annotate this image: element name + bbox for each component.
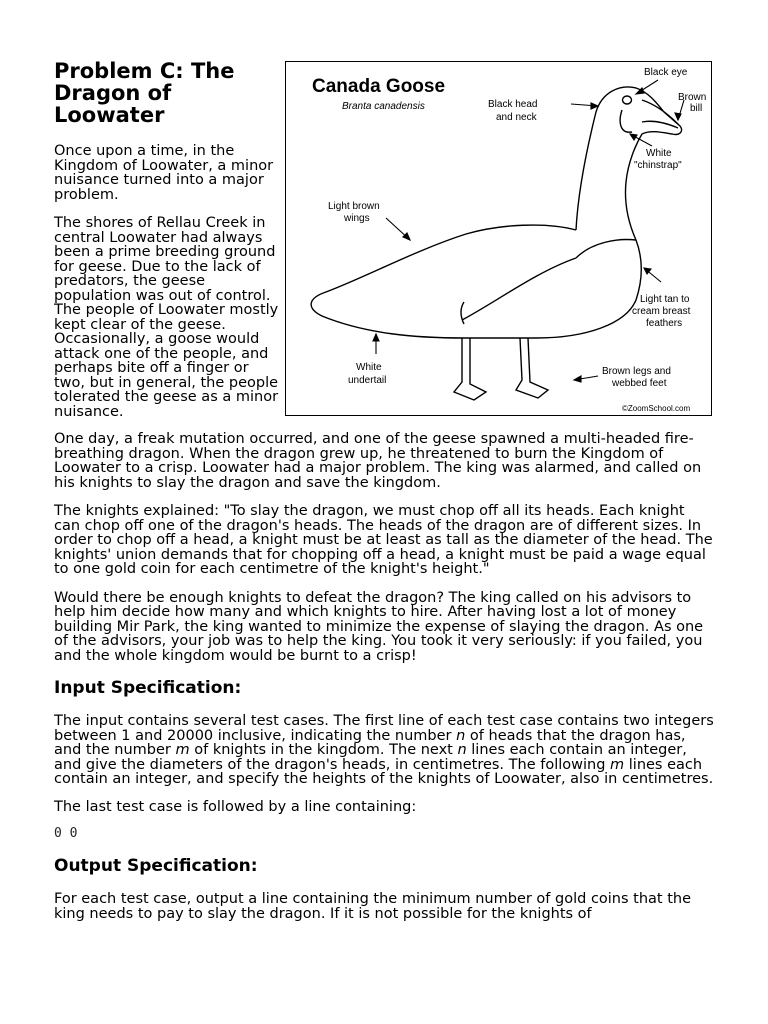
intro-paragraph-1: Once upon a time, in the Kingdom of Loowater, a minor nuisance turned into a major problem. <box>54 143 274 203</box>
label-breast-3: feathers <box>646 318 683 329</box>
var-m: m <box>175 742 190 758</box>
figure-title: Canada Goose <box>312 76 446 97</box>
intro-column <box>54 60 280 419</box>
label-black-eye: Black eye <box>644 67 688 78</box>
label-brown-bill-1: Brown <box>678 92 707 103</box>
label-wings-1: Light brown <box>328 201 380 212</box>
label-breast-1: Light tan to <box>640 294 690 305</box>
goose-drawing <box>311 87 681 400</box>
canada-goose-figure <box>285 61 712 416</box>
input-spec-text-part: The input contains several test cases. The first line of each test case contains two integers between 1 and 20000 inclusive, indicating the number <box>54 713 714 744</box>
problem-document <box>54 60 714 921</box>
var-n: n <box>456 727 466 744</box>
page-title: Problem C: The Dragon of Loowater <box>54 59 235 127</box>
label-legs-2: webbed feet <box>612 378 667 389</box>
paragraph-3: One day, a freak mutation occurred, and one of the geese spawned a multi-headed fire-breathing dragon. When the dragon grew up, he threatened to burn the Kingdom of Loowater to a crisp. Loowater had a major problem. The king was alarmed, and called on his knights to slay the dragon and save the kingdom. <box>54 431 702 491</box>
label-wings-2: wings <box>344 213 370 224</box>
input-spec-text <box>54 714 714 787</box>
figure-credit: ©ZoomSchool.com <box>622 404 691 413</box>
paragraph-5: Would there be enough knights to defeat the dragon? The king called on his advisors to help him decide how many and which knights to hire. After having lost a lot of money building Mir Park, the king wanted to minimize the expense of slaying the dragon. As one of the advisors, your job was to help the king. You took it very seriously: if you failed, you and the whole kingdom would be burnt to a crisp! <box>54 589 704 664</box>
input-spec-text-part: lines each contain an integer, and specify the heights of the knights of Loowater, also in centimetres. <box>54 756 714 787</box>
label-brown-bill-2: bill <box>690 103 703 114</box>
label-white-chin-1: White <box>646 148 672 159</box>
input-spec-text-part: of knights in the kingdom. The next <box>189 742 458 758</box>
input-spec-text-part: lines each contain an integer, and give the diameters of the dragon's heads, in centimetres. The following <box>54 742 687 773</box>
label-black-head-2: and neck <box>496 112 537 123</box>
output-spec-text: For each test case, output a line containing the minimum number of gold coins that the king needs to pay to slay the dragon. If it is not possible for the knights of <box>54 891 692 922</box>
input-spec-heading: Input Specification: <box>54 678 242 698</box>
label-black-head-1: Black head <box>488 99 538 110</box>
var-n: n <box>457 742 467 758</box>
label-legs-1: Brown legs and <box>602 366 671 377</box>
goose-illustration <box>286 62 711 415</box>
label-breast-2: cream breast <box>632 306 691 317</box>
label-white-chin-2: "chinstrap" <box>634 160 682 171</box>
label-undertail-1: White <box>356 362 382 373</box>
output-spec-heading: Output Specification: <box>54 856 258 876</box>
intro-paragraph-2: The shores of Rellau Creek in central Loowater had always been a prime breeding ground for geese. Due to the lack of predators, the geese population was out of control. The people of Loowater mostly kept clear of the geese. Occasionally, a goose would attack one of the people, and perhaps bite off a finger or two, but in general, the people tolerated the geese as a minor nuisance. <box>54 215 279 420</box>
figure-subtitle: Branta canadensis <box>342 101 425 112</box>
terminator-code: 0 0 <box>54 826 78 841</box>
paragraph-4: The knights explained: "To slay the dragon, we must chop off all its heads. Each knight can chop off one of the dragon's heads. The heads of the dragon are of different sizes. In order to chop off a head, a knight must be at least as tall as the diameter of the head. The knights' union demands that for chopping off a head, a knight must be paid a wage equal to one gold coin for each centimetre of the knight's height." <box>54 503 713 577</box>
label-undertail-2: undertail <box>348 375 387 386</box>
input-spec-text-part: of heads that the dragon has, and the number <box>54 727 686 758</box>
terminator-description: The last test case is followed by a line containing: <box>54 798 417 815</box>
var-m: m <box>610 756 625 773</box>
